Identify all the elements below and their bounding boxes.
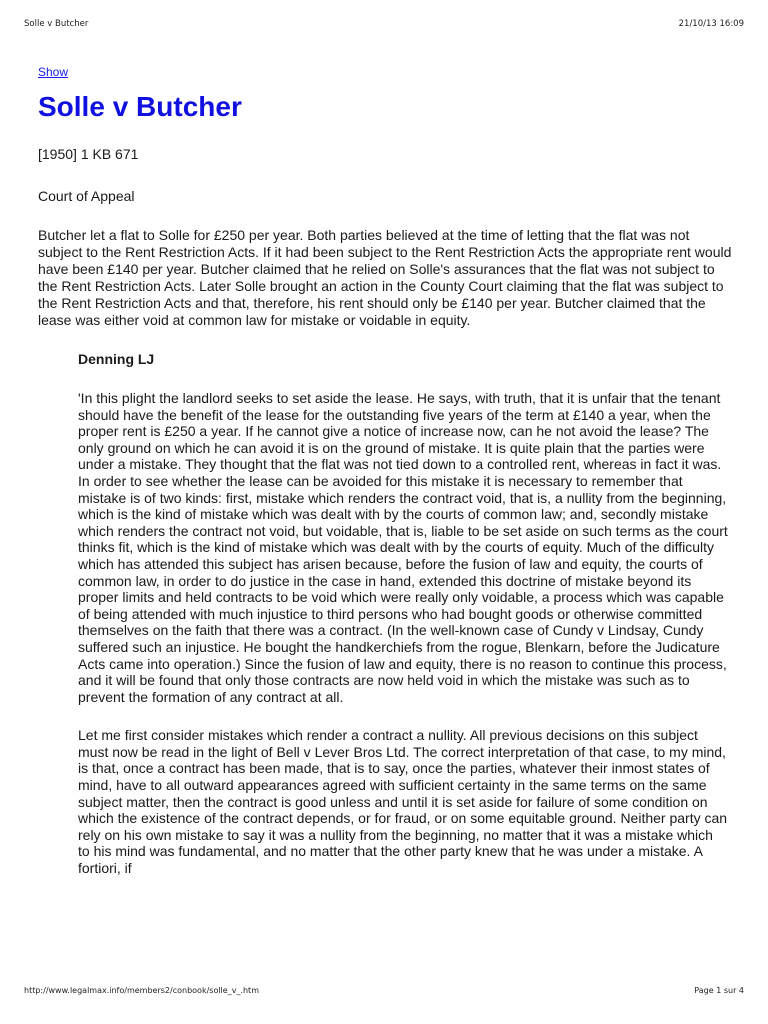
header-timestamp: 21/10/13 16:09 <box>678 19 744 29</box>
footer-page-number: Page 1 sur 4 <box>694 986 744 995</box>
document-content <box>38 64 734 877</box>
case-facts: Butcher let a flat to Solle for £250 per year. Both parties believed at the time of letting that the flat was not subject to the Rent Restriction Acts. If it had been subject to the Rent Restriction Acts the appropriate rent would have been £140 per year. Butcher claimed that he relied on Solle's assurances that the flat was not subject to the Rent Restriction Acts. Later Solle brought an action in the County Court claiming that the flat was subject to the Rent Restriction Acts and that, therefore, his rent should only be £140 per year. Butcher claimed that the lease was either void at common law for mistake or voidable in equity. <box>38 227 732 328</box>
page-title: Solle v Butcher <box>38 91 242 122</box>
footer-url: http://www.legalmax.info/members2/conbook/solle_v_.htm <box>24 986 259 995</box>
show-link[interactable]: Show <box>38 65 69 79</box>
print-footer <box>24 986 744 1000</box>
judgment-paragraph: Let me first consider mistakes which render a contract a nullity. All previous decisions on this subject must now be read in the light of Bell v Lever Bros Ltd. The correct interpretation of that case, to my mind, is that, once a contract has been made, that is to say, once the parties, whatever their inmost states of mind, have to all outward appearances agreed with sufficient certainty in the same terms on the same subject matter, then the contract is good unless and until it is set aside for failure of some condition on which the existence of the contract depends, or for fraud, or on some equitable ground. Neither party can rely on his own mistake to say it was a nullity from the beginning, no matter that it was a mistake which to his mind was fundamental, and no matter that the other party knew that he was under a mistake. A fortiori, if <box>78 727 728 877</box>
judgment-section <box>78 350 728 877</box>
judge-name: Denning LJ <box>78 351 155 367</box>
header-page-title: Solle v Butcher <box>24 19 89 29</box>
print-header <box>24 19 744 33</box>
court-name: Court of Appeal <box>38 188 135 204</box>
judgment-paragraph: 'In this plight the landlord seeks to set aside the lease. He says, with truth, that it is unfair that the tenant should have the benefit of the lease for the outstanding five years of the term at £140 a year, when the proper rent is £250 a year. If he cannot give a notice of increase now, can he not avoid the lease? The only ground on which he can avoid it is on the ground of mistake. It is quite plain that the parties were under a mistake. They thought that the flat was not tied down to a controlled rent, whereas in fact it was. In order to see whether the lease can be avoided for this mistake it is necessary to remember that mistake is of two kinds: first, mistake which renders the contract void, that is, a nullity from the beginning, which is the kind of mistake which was dealt with by the courts of common law; and, secondly mistake which renders the contract not void, but voidable, that is, liable to be set aside on such terms as the court thinks fit, which is the kind of mistake which was dealt with by the courts of equity. Much of the difficulty which has attended this subject has arisen because, before the fusion of law and equity, the courts of common law, in order to do justice in the case in hand, extended this doctrine of mistake beyond its proper limits and held contracts to be void which were really only voidable, a process which was capable of being attended with much injustice to third persons who had bought goods or otherwise committed themselves on the faith that there was a contract. (In the well-known case of Cundy v Lindsay, Cundy suffered such an injustice. He bought the handkerchiefs from the rogue, Blenkarn, before the Judicature Acts came into operation.) Since the fusion of law and equity, there is no reason to continue this process, and it will be found that only those contracts are now held void in which the mistake was such as to prevent the formation of any contract at all. <box>78 390 728 705</box>
case-citation: [1950] 1 KB 671 <box>38 146 139 162</box>
